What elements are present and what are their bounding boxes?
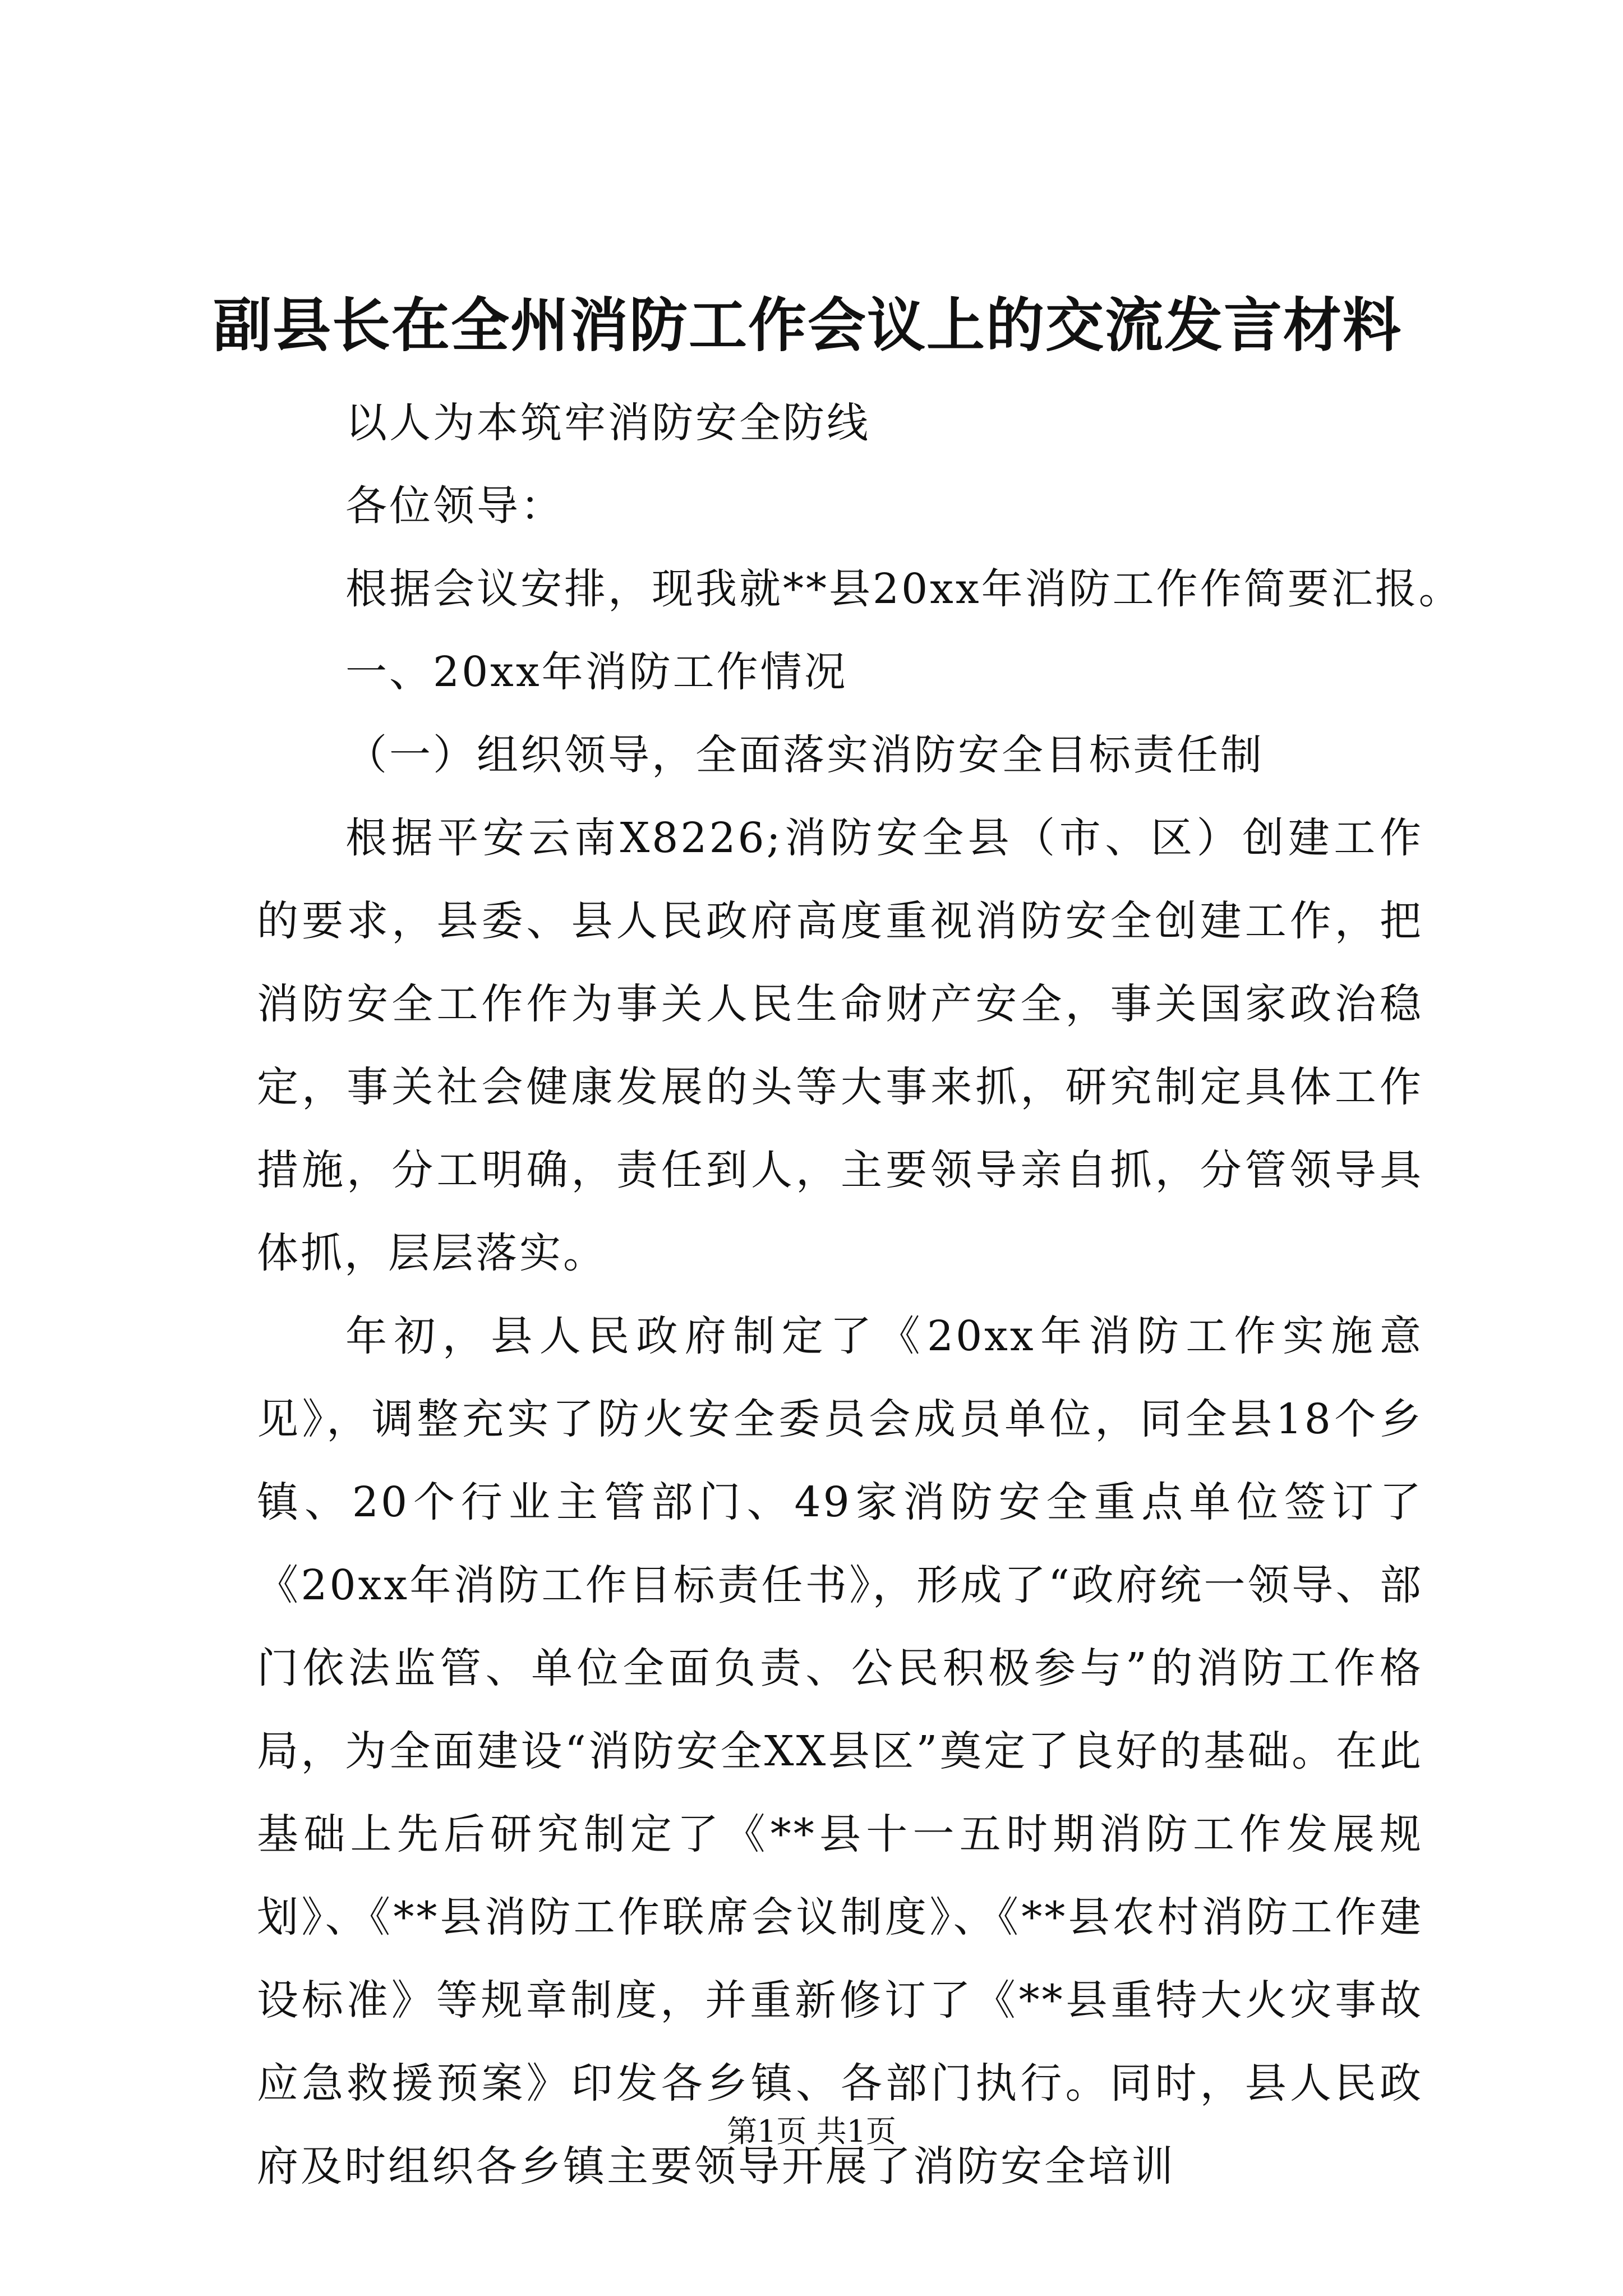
body-paragraph: 年初，县人民政府制定了《20xx年消防工作实施意见》，调整充实了防火安全委员会成员单位，同全县18个乡镇、20个行业主管部门、49家消防安全重点单位签订了《20xx年消防工作目标责任书》，形成了“政府统一领导、部门依法监管、单位全面负责、公民积极参与”的消防工作格局，为全面建设“消防安全XX县区”奠定了良好的基础。在此基础上先后研究制定了《**县十一五时期消防工作发展规划》、《**县消防工作联席会议制度》、《**县农村消防工作建设标准》等规章制度，并重新修订了《**县重特大火灾事故应急救援预案》印发各乡镇、各部门执行。同时，县人民政府及时组织各乡镇主要领导开展了消防安全培训: [257, 1312, 1423, 2191]
document-title: 副县长在全州消防工作会议上的交流发言材料: [213, 291, 1403, 360]
subtitle-paragraph: 以人为本筑牢消防安全防线: [345, 399, 870, 447]
salutation-paragraph: 各位领导：: [345, 482, 564, 530]
section-heading: 一、20xx年消防工作情况: [345, 648, 848, 696]
intro-paragraph: 根据会议安排，现我就**县20xx年消防工作作简要汇报。: [345, 565, 1463, 613]
subsection-heading: （一）组织领导，全面落实消防安全目标责任制: [345, 731, 1264, 779]
document-body: [257, 381, 1463, 2208]
body-paragraph: 根据平安云南X8226;消防安全县（市、区）创建工作的要求，县委、县人民政府高度重视消防安全创建工作，把消防安全工作作为事关人民生命财产安全，事关国家政治稳定，事关社会健康发展的头等大事来抓，研究制定具体工作措施，分工明确，责任到人，主要领导亲自抓，分管领导具体抓，层层落实。: [257, 814, 1423, 1277]
page-number-footer: 第1页 共1页: [727, 2114, 896, 2149]
